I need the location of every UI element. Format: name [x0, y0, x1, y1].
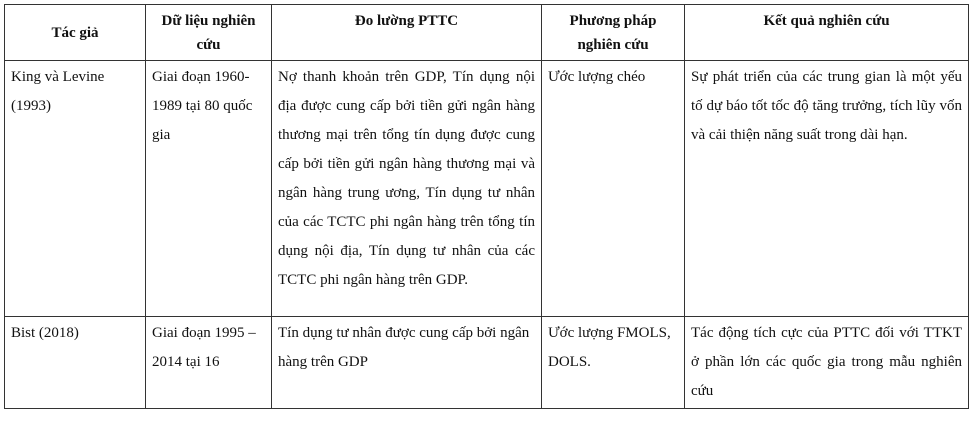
cell-method: Ước lượng chéo — [542, 61, 685, 317]
table-row — [5, 317, 969, 409]
cell-author: King và Levine (1993) — [5, 61, 146, 317]
header-measure: Đo lường PTTC — [272, 5, 542, 61]
cell-data: Giai đoạn 1995 – 2014 tại 16 — [146, 317, 272, 409]
cell-method: Ước lượng FMOLS, DOLS. — [542, 317, 685, 409]
literature-review-table-container — [4, 4, 969, 409]
cell-measure: Nợ thanh khoản trên GDP, Tín dụng nội địa được cung cấp bởi tiền gửi ngân hàng thương mại trên tổng tín dụng được cung cấp bởi tiền gửi ngân hàng thương mại và ngân hàng trung ương, Tín dụng tư nhân của các TCTC phi ngân hàng trên tổng tín dụng nội địa, Tín dụng tư nhân của các TCTC phi ngân hàng trên GDP. — [272, 61, 542, 317]
table-header-row — [5, 5, 969, 61]
cell-result: Tác động tích cực của PTTC đối với TTKT ở phần lớn các quốc gia trong mẫu nghiên cứu — [685, 317, 969, 409]
cell-measure: Tín dụng tư nhân được cung cấp bởi ngân hàng trên GDP — [272, 317, 542, 409]
literature-review-table — [4, 4, 969, 409]
header-result: Kết quả nghiên cứu — [685, 5, 969, 61]
header-method: Phương pháp nghiên cứu — [542, 5, 685, 61]
header-author: Tác giả — [5, 5, 146, 61]
cell-author: Bist (2018) — [5, 317, 146, 409]
header-data: Dữ liệu nghiên cứu — [146, 5, 272, 61]
cell-data: Giai đoạn 1960-1989 tại 80 quốc gia — [146, 61, 272, 317]
cell-result: Sự phát triển của các trung gian là một yếu tố dự báo tốt tốc độ tăng trưởng, tích lũy vốn và cải thiện năng suất trong dài hạn. — [685, 61, 969, 317]
table-row — [5, 61, 969, 317]
